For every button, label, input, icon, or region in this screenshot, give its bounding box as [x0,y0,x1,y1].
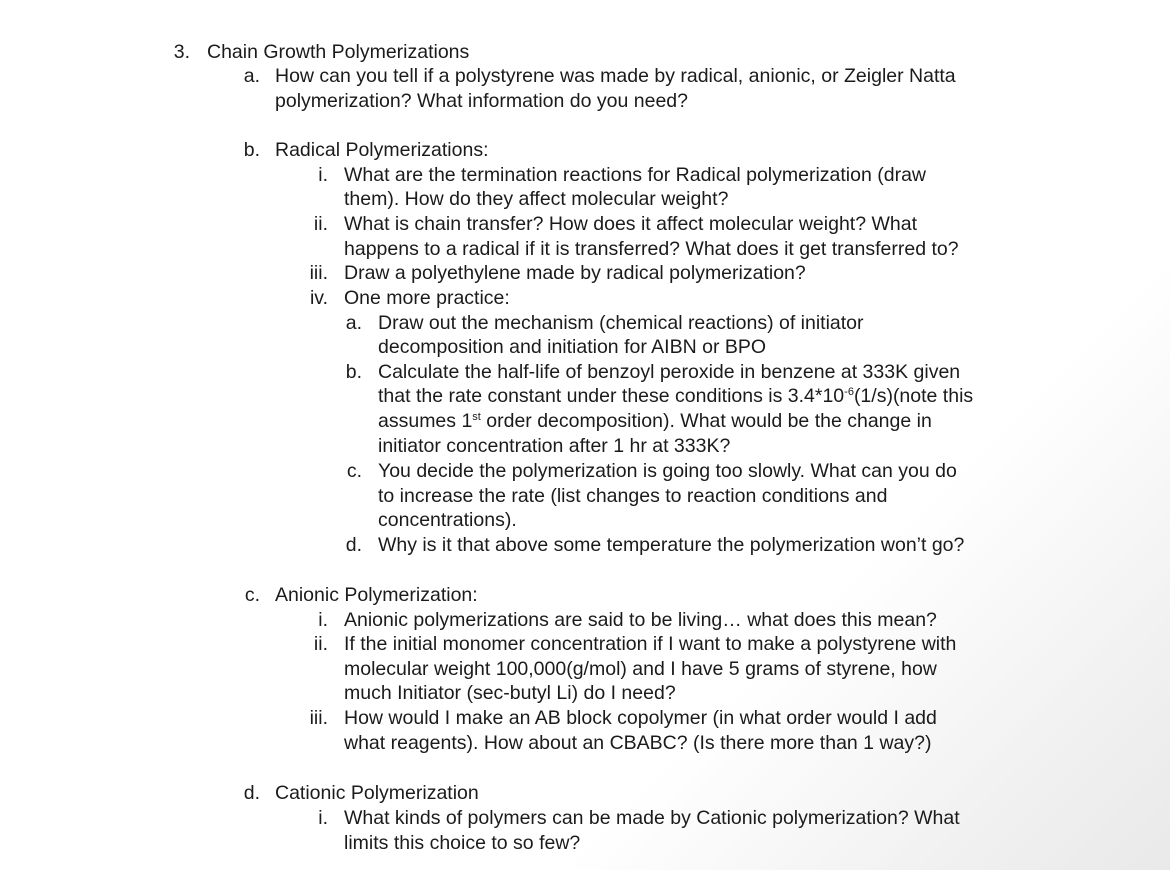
subitem-text: Why is it that above some temperature the polymerization won’t go? [378,534,965,556]
subitem-text: concentrations). [378,509,517,531]
part-a-line: How can you tell if a polystyrene was made by radical, anionic, or Zeigler Natta [275,65,956,87]
subitem-label: a. [345,312,362,334]
part-b-label: b. [243,139,260,161]
superscript: st [472,411,481,423]
item-label: iii. [309,262,328,284]
item-label: ii. [313,633,328,655]
item-text: them). How do they affect molecular weight? [344,188,729,210]
item-text: What are the termination reactions for Radical polymerization (draw [344,164,927,186]
question-title: Chain Growth Polymerizations [207,41,470,63]
item-text: One more practice: [344,287,510,309]
part-a-label: a. [243,65,260,87]
item-text: molecular weight 100,000(g/mol) and I have 5 grams of styrene, how [344,658,937,680]
part-a-line: polymerization? What information do you need? [275,90,688,112]
subitem-text: to increase the rate (list changes to reaction conditions and [378,485,888,507]
item-text: How would I make an AB block copolymer (in what order would I add [344,707,937,729]
subitem-text: You decide the polymerization is going too slowly. What can you do [378,460,957,482]
subitem-label: c. [346,460,362,482]
item-text: Anionic polymerizations are said to be living… what does this mean? [344,609,937,631]
item-label: iv. [309,287,328,309]
part-d-label: d. [243,782,260,804]
item-label: i. [318,164,328,186]
subitem-text: assumes 1st order decomposition). What would be the change in [378,410,932,432]
part-b-title: Radical Polymerizations: [275,139,489,161]
part-c-label: c. [244,584,260,606]
item-label: iii. [309,707,328,729]
item-label: ii. [313,213,328,235]
subitem-text: that the rate constant under these conditions is $3.4*10^{-6}(1/s)(note$ this [378,385,974,407]
item-text: Draw a polyethylene made by radical polymerization? [344,262,806,284]
subitem-text: decomposition and initiation for AIBN or BPO [378,336,767,358]
item-label: i. [318,807,328,829]
item-text: What is chain transfer? How does it affect molecular weight? What [344,213,917,235]
item-label: i. [318,609,328,631]
item-text: If the initial monomer concentration if I want to make a polystyrene with [344,633,957,655]
subitem-label: b. [345,361,362,383]
subitem-text: initiator concentration after 1 hr at 333K? [378,435,731,457]
subitem-text: Calculate the half-life of benzoyl peroxide in benzene at 333K given [378,361,961,383]
subitem-text: Draw out the mechanism (chemical reactions) of initiator [378,312,864,334]
item-text: what reagents). How about an CBABC? (Is there more than 1 way?) [344,732,932,754]
item-text: much Initiator (sec-butyl Li) do I need? [344,682,676,704]
part-d-title: Cationic Polymerization [275,782,479,804]
item-text: limits this choice to so few? [344,832,581,854]
part-c-title: Anionic Polymerization: [275,584,478,606]
superscript: -6 [844,386,854,398]
question-number: 3. [173,41,190,63]
subitem-label: d. [345,534,362,556]
item-text: What kinds of polymers can be made by Cationic polymerization? What [344,807,960,829]
item-text: happens to a radical if it is transferred? What does it get transferred to? [344,238,959,260]
